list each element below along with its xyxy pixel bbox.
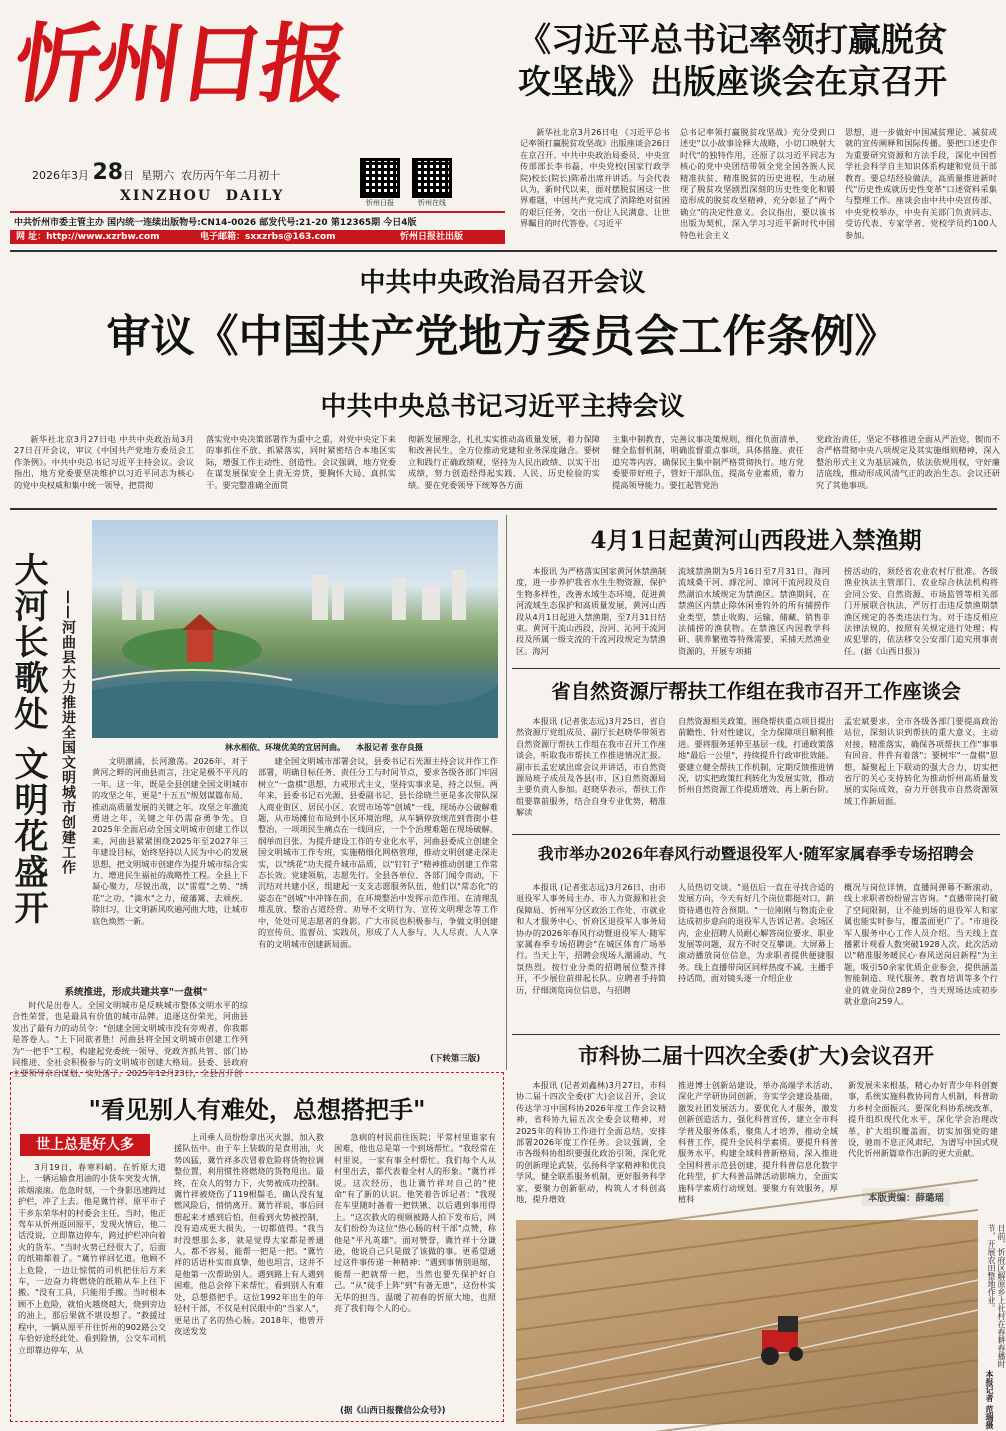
jobs-col-2: 人员热切交谈。"退伍后一直在寻找合适的发展方向，今天有好几个岗位都挺对口，薪资待遇也符合预期。"一位刚刚与物流企业达成初步意向的退役军人告诉记者。会场区内，企业招聘人员耐心解答岗位要求、职业发展等问题，双方不时交互攀谈。大屏幕上滚动播放岗位信息，为求职者提供便捷服务。线上直播带岗区同样热度不减。主播手持话筒，面对镜头逐一介绍企业 — [678, 882, 834, 984]
lead-col-1: 新华社北京3月26日电 《习近平总书记率领打赢脱贫攻坚战》出版座谈会26日在京召开。中共中央政治局委员、中央宣传部部长李书磊，中央党校(国家行政学院)校长(院长)陈希出席并讲话。与会代表认为，新时代以来，面对摆脱贫困这一世界难题，中国共产党完成了消除绝对贫困的艰巨任务，交出一份让人民满意、让世界瞩目的时代答卷。《习近平 — [520, 127, 670, 229]
good-headline: "看见别人有难处，总想搭把手" — [88, 1095, 426, 1124]
farm-photo-credit: 本报记者 范瑞摄 — [985, 1370, 994, 1429]
good-col-3: 急病的村民前往医院；平常村里谁家有困难，他也总是第一个到场帮忙。"我经常在村里说，一家有事全村帮忙。我们每个人从村里出去，都代表着全村人的形象。"冀竹祥说。这次经历，也让冀竹祥对自己的"使命"有了新的认识。他笑着告诉记者："我现在车里随时备着一把铁锹、以后遇到事用得上。"这次救火的视频被路人拍下发布后，网友们纷纷为这位"热心肠的村干部"点赞，称他是"平凡英雄"。面对赞誉，冀竹祥十分谦逊，他说自己只是做了该做的事。更希望通过这件事传递一种精神："遇到事情别退缩，能帮一把就帮一把，当然也要先保护好自己。"从"徒手上阵"到"有备无患"，这份朴实无华的担当，温暖了初春的忻原大地，也照亮了我们每个人的心。 — [334, 1132, 496, 1314]
politburo-subhead: 中共中央总书记习近平主持会议 — [320, 392, 685, 422]
lead-col-2: 总书记率领打赢脱贫攻坚战》充分受到口述史"以小故事诠释大战略，小切口映射大时代"的独特作用，还原了以习近平同志为核心的党中央团结带领全党全国各族人民精准扶贫、精准脱贫的历史进程，生动展现了脱贫攻坚剧烈深刻的历史性变化和锻造形成的脱贫攻坚精神，充分彰显了"两个确立"的决定性意义。会议指出，要以该书出版为契机，深入学习习近平新时代中国特色社会主义 — [680, 127, 835, 240]
continued-note: (下转第三版) — [430, 1054, 481, 1064]
fishing-headline: 4月1日起黄河山西段进入禁渔期 — [590, 527, 922, 554]
masthead-pinyin: XINZHOU DAILY — [120, 188, 285, 204]
farm-photo-caption: 日前，忻府区解原乡上社村在春耕春播时节，开展农田整地作业。 — [987, 1224, 1006, 1368]
jobs-headline: 我市举办2026年春风行动暨退役军人·随军家属春季专场招聘会 — [537, 844, 975, 863]
dept-col-2: 自然资源相关政策，围绕帮扶重点项目提出前瞻性、针对性建议，全力保障项目顺利推进。要将服务延伸至基层一线，打通政策落地"最后一公里"，持续提升行政审批效能。要建立健全帮扶工作机制，定期反馈推进情况，切实把政策红利转化为发展实效，推动忻州自然资源工作提质增效、再上新台阶。 — [678, 716, 834, 795]
feature-vertical-headline: 大河长歌处 文明花盛开 — [8, 552, 48, 926]
qr-code-1: 忻州日报 — [360, 158, 400, 208]
masthead-logo: 忻州日报 — [7, 14, 351, 115]
publisher-line: 中共忻州市委主管主办 国内统一连续出版物号:CN14-0026 邮发代号:21-20 第12365期 今日4版 — [14, 218, 417, 228]
politburo-col-1: 新华社北京3月27日电 中共中央政治局3月27日召开会议，审议《中国共产党地方委员会工作条例》。中共中央总书记习近平主持会议。会议指出，地方党委要坚决维护以习近平同志为核心的党中央权威和集中统一领导，把贯彻 — [14, 434, 194, 490]
good-tag: 世上总是好人多 — [20, 1134, 150, 1156]
jobs-col-1: 本报讯 (记者张志远)3月26日，由市退役军人事务局主办、市人力资源和社会保障局、忻州军分区政治工作处、市就业和人才服务中心、忻府区退役军人事务局协办的2026年春风行动暨退役军人·随军家属春季专场招聘会"在城区体育广场举行。当天上午，招聘会现场人潮涌动、气氛热烈。按行业分类的招聘展位整齐排开，不少展位前排起长队。应聘者手持简历，仔细浏览岗位信息，与招聘 — [516, 882, 666, 995]
science-headline: 市科协二届十四次全委(扩大)会议召开 — [578, 1043, 934, 1068]
politburo-headline: 审议《中国共产党地方委员会工作条例》 — [106, 311, 899, 362]
politburo-col-5: 党政治责任，坚定不移推进全面从严治党，锲而不舍严格贯彻中央八项规定及其实施细则精神，深入整治形式主义为基层减负，依法依规用权，守好廉洁底线，推动形成风清气正的政治生态。会议还研究了其他事项。 — [816, 434, 1000, 490]
science-col-1: 本报讯 (记者刘鑫林)3月27日，市科协二届十四次全委(扩大)会议召开，会议传达学习中国科协2026年度工作会议精神，省科协九届五次全委会议精神，对2025年的科协工作进行全面总结，安排部署2026年度工作任务。会议强调，全市各级科协组织要强化政治引领，深化党的创新理论武装，弘扬科学家精神和优良学风，健全联系服务机制，更好服务科学家，要聚力创新驱动，构筑人才科创高地，提升增效 — [516, 1080, 666, 1205]
day-number: 28 — [92, 160, 124, 185]
feature-col-a2: 时代是出卷人。全国文明城市是反映城市整体文明水平的综合性荣誉，也是最具有价值的城市品牌。追逐这份荣光，河曲县发出了最有力的动员令："创建全国文明城市没有旁观者，你我都是答卷人。"上下同欲者胜！河曲县将全国文明城市创建工作列为"一把手"工程，构建起党委统一领导、党政齐抓共管、部门协同推进、全社会积极参与的文明城市创建大格局。县委、县政府主要领导亲自谋划、实处落子。2025年12月23日，全县召开创 — [12, 1000, 248, 1079]
good-source: (据《山西日报微信公众号》) — [340, 1406, 446, 1416]
feature-photo — [92, 520, 498, 738]
politburo-kicker: 中共中央政治局召开会议 — [359, 268, 646, 298]
lead-col-3: 思想，进一步做好中国减贫理论、减贫成就的宣传阐释和国际传播。要把口述史作为重要研究资源和方法手段，深化中国哲学社会科学自主知识体系构建和党员干部教育。要总结经验做法，高质量推进新时代"历史性成就历史性变革"口述资料采集与整理工作。座谈会由中共中央宣传部、中央党校举办，中央有关部门负责同志、受访代表、专家学者、党校学员约100人参加。 — [845, 127, 997, 240]
website: 网 址：http://www.xzrbw.com — [16, 232, 160, 242]
feature-photo-caption: 林水相依、环境优美的宜居河曲。 本报记者 张存良摄 — [225, 743, 423, 752]
page-editor: 本版责编：薛璐瑶 — [862, 1188, 950, 1206]
good-col-1: 3月19日，春寒料峭。在忻原大道上，一辆运输食用油的小货车突发火情，浓烟滚滚。危急时刻，一个身影迅速跨过护栏，冲了上去。他是冀竹祥，原平市子干乡东荣华村的村委会主任。当时，他正驾车从忻州返回原平，发现火情后，他二话没说，立即靠边停车，跨过护栏冲向着火的货车。"当时火势已经很大了，后面的纸箱都着了。"冀竹祥回忆道。他顾不上危险，一边让惊慌的司机把住后方来车，一边奋力将燃烧的纸箱从车上往下搬。"没有工具，只能用手搬。当时根本顾不上危险，就怕火越烧越大，烧到旁边的油上，那后果就不堪设想了。"救援过程中，一辆从原平开往忻州的902路公交车恰好途经此处。看到险情，公交车司机立即靠边停车，从 — [18, 1162, 166, 1355]
feature-col-a: 文明潮涌，长河激荡。2026年，对于黄河之畔的河曲县而言，注定是极不平凡的一年。这一年，既是全县创建全国文明城市的攻坚之年，更是"十五五"规划谋篇布局、推动高质量发展的关键之年。攻坚之年激流勇进之年，关键之年仍需奋勇争先。自2025年全面启动全国文明城市创建工作以来，河曲县紧紧围绕2025年至2027年三年建设目标，始终坚持以人民为中心的发展思想，把文明城市创建作为提升城市综合实力、增进民生福祉的战略性工程。全县上下凝心聚力，尽锐出战，以"雷霆"之势、"绣花"之功、"滴水"之力，破藩篱、去顽疾、除旧习，让文明新风吹遍河曲大地，让城市底色焕然一新。 — [92, 756, 248, 926]
press-name: 忻州日报社出版 — [400, 232, 464, 242]
feature-col-b: 建全国文明城市部署会议，县委书记石光源主持会议并作工作部署，明确目标任务、责任分工与时间节点，要求各级各部门牢固树立"一盘棋"思想，力戒形式主义，坚持实事求是，持之以恒。两年来，县委书记石光源、县委副书记、县长徐晓兰更是多次带队深入商业街区、居民小区、农贸市场等"创城"一线，现场办公破解难题，从市场摊位布局到小区环境治理，从车辆停放规范到背街小巷整治，一项项民生痛点在一线回应，一个个治理难题在现场破解。纲举而目张。为提升建设工作的专业化水平，河曲县委成立创建全国文明城市工作专班，实施精细化网格管理，推动文明创建走深走实，以"绣花"功夫提升城市品质，以"钉钉子"精神推动创建工作常态长效。党建领航，志愿先行。全县各单位、各部门闻令而动，下沉结对共建小区，组建起一支支志愿服务队伍，他们以"常态化"的姿态在"创城"中冲锋在前，在环境整治中发挥示范作用。在清理乱堆乱放、整治占道经营、劝导不文明行为、宣传文明理念等工作中，处处可见志愿者的身影。广大市民也积极参与，争做文明创建的宣传员、监督员、实践员，形成了人人参与、人人尽责、人人享有的文明城市创建新局面。 — [258, 756, 498, 949]
dept-col-1: 本报讯 (记者张志远)3月25日，省自然资源厅党组成员、副厅长赵晓华带领省自然资源厅帮扶工作组在我市召开工作座谈会，听取我市帮扶工作推进情况汇报。副市长孟宏斌出席会议并讲话，市自然资源局班子成员及各县(市、区)自然资源局主要负责人参加。赵晓华表示，帮扶工作组要靠前服务，结合自身专业优势，精准解读 — [516, 716, 666, 818]
masthead-date: 2026年3月 28日 星期六 农历丙午年二月初十 — [32, 160, 281, 185]
qr-code-2: 忻州在线 — [412, 158, 452, 208]
dept-headline: 省自然资源厅帮扶工作组在我市召开工作座谈会 — [551, 680, 961, 703]
jobs-col-3: 概况与岗位详情，直播间弹幕不断滚动，线上求职者纷纷留言咨询。"直播带岗打破了空间限制，让不能到场的退役军人和家属也能实时参与，覆盖面更广了。"市退役军人服务中心工作人员介绍。当天线上直播累计观看人数突破1928人次。此次活动以"精准服务暖民心·春风送岗启新程"为主题，吸引50余家优质企业参会，提供涵盖智能制造、现代服务、教育培训等多个行业的就业岗位289个，当天现场达成初步就业意向259人。 — [844, 882, 998, 1007]
fishing-col-1: 本报讯 为严格落实国家黄河休禁渔制度，进一步养护我省水生生物资源，保护生物多样性，改善水域生态环境，促进黄河流域生态保护和高质量发展，黄河山西段从4月1日起进入禁渔期，至7月31日结束。黄河干流山西段，汾河、沁河干流河段及所属一级支流的干流河段规定为禁渔区。海河 — [516, 566, 666, 656]
politburo-col-3: 彻新发展理念，扎扎实实推动高质量发展，着力保障和改善民生，全方位推动党建和业务深度融合。要树立和践行正确政绩观，坚持为人民出政绩、以实干出成绩，努力创造经得起实践、人民、历史检验的实绩。要在党委领导下统筹各方面 — [408, 434, 600, 490]
science-col-3: 新发展未来根基，精心办好青少年科创赛事，系统实施科教协同育人机制，科普助力乡村全面振兴。要深化科协系统改革，提升组织现代化水平，深化学会治理改革，扩大组织覆盖面，切实加强党的建设，驰而不息正风肃纪，为谱写中国式现代化忻州新篇章作出新的更大贡献。 — [848, 1080, 998, 1159]
lead-headline-1: 《习近平总书记率领打赢脱贫 — [518, 20, 947, 59]
dept-col-3: 孟宏斌要求，全市各级各部门要提高政治站位，深刻认识到帮扶的重大意义，主动对接，精准落实，确保各项帮扶工作"事事有回音、件件有着落"；要树牢"一盘棋"思想，凝聚起上下联动的强大合力，切实把省厅的关心支持转化为推动忻州高质量发展的实际成效，奋力开创我市自然资源领域工作新局面。 — [844, 716, 998, 806]
farm-photo — [516, 1220, 978, 1424]
science-col-2: 推进博士创新站建设，举办高端学术活动，深化产学研协同创新，夯实学会建设基础，激发社团发展活力。要优化人才服务，激发创新创造活力，强化科普宣传，建立全市科学普及服务体系，聚焦人才培养，推动全域科普工作，提升全民科学素质。要提升科普服务水平，构建全域科普新格局，深入推进全国科普示范县创建，提升科普信息化数字化转型，扩大科普品牌活动影响力，全面实施科学素质行动规划。要聚力有效服务，厚植科 — [678, 1080, 838, 1205]
lead-headline-2: 攻坚战》出版座谈会在京召开 — [518, 62, 947, 101]
fishing-col-3: 捞活动的，须经省农业农村厅批准。各级渔业执法主管部门、农业综合执法机构将会同公安、自然资源、市场监管等相关部门开展联合执法，严厉打击违反禁渔期禁渔区规定的各类违法行为。对于违反相应法律法规的，按照有关规定进行处理；构成犯罪的，依法移交公安部门追究刑事责任。(据《山西日报》) — [844, 566, 998, 656]
feature-vertical-subhead: ——河曲县大力推进全国文明城市创建工作 — [60, 590, 76, 875]
good-col-2: 上司乘人员纷纷拿出灭火器，加入救援队伍中。由于车上装载的是食用油，火势凶猛，冀竹祥多次冒着危险将货物拉调整位置，利用惯性将燃烧的货物甩出。最终，在众人的努力下，火势被成功控制。冀竹祥被烧伤了119根鬃毛，确认没有复燃风险后，悄悄离开。冀竹祥说，事后回想起来才感到后怕，但看到火势被控制，没有造成更大损失，一切都值得。"我当时没想那么多，就是觉得大家都是普通人，都不容易，能帮一把是一把。"冀竹祥的话语朴实而真挚，他也坦言，这并不是他第一次帮助别人。遇到路上有人遇到困难，他总会停下来帮忙，看到别人有难处，总想搭把手。这位1992年出生的年轻村干部，不仅是村民眼中的"当家人"，更是出了名的热心肠。2018年，他曾开夜送发发 — [174, 1132, 324, 1336]
feature-subhead: 系统推进，形成共建共享"一盘棋" — [64, 987, 208, 998]
fishing-col-2: 流域禁渔期为5月16日至7月31日，海河流域桑干河、滹沱河、漳河干流河段及自然湖泊水域规定为禁渔区。禁渔期间，在禁渔区内禁止除休闲垂钓外的所有捕捞作业类型，禁止收购、运输、储藏、销售非法捕捞的渔获物。在禁渔区内因教学科研、驯养繁殖等特殊需要，采捕天然渔业资源的，开展专项捕 — [678, 566, 830, 656]
email: 电子邮箱：sxxzrbs@163.com — [200, 232, 336, 242]
contact-bar — [10, 230, 505, 244]
politburo-col-2: 落实党中央决策部署作为重中之重，对党中央定下来的事抓住不放、抓紧落实，同时紧密结合本地区实际，增强工作主动性、创造性。会议强调，地方党委在谋发展保安全上责无旁贷，要胸怀大局、真抓实干。要完整准确全面贯 — [206, 434, 396, 490]
politburo-col-4: 主集中制教育，完善议事决策规则，细化负面清单，健全监督机制，明确监督重点事项，具体措施、责任追究等内容，确保民主集中制严格贯彻执行。地方党委要带好班子，管好干部队伍，提高专业素质，着力提高领导能力。要扛起管党治 — [612, 434, 804, 490]
